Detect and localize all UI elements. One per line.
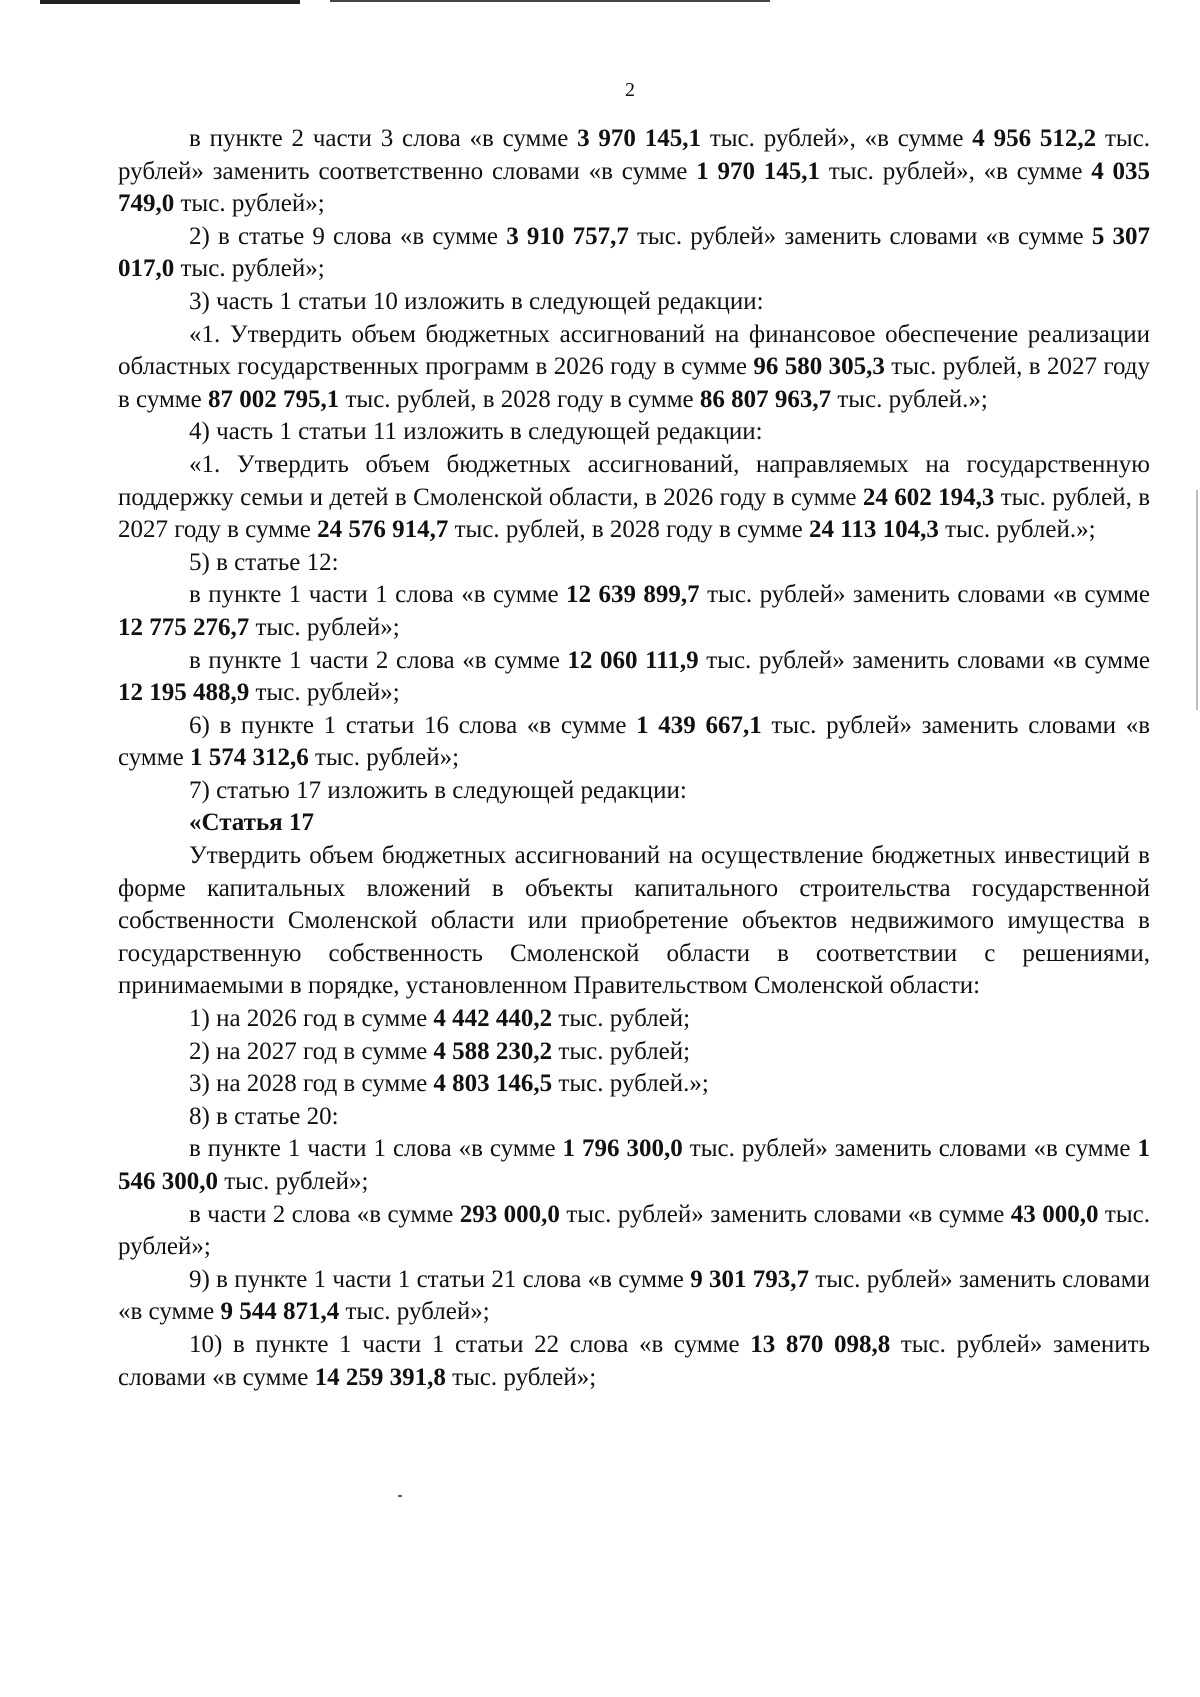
bold-amount: «Статья 17 bbox=[189, 809, 314, 837]
text-run: Утвердить объем бюджетных ассигнований на осуществление бюджетных инвестиций в форме капитальных вложений в объекты капитального строительства государственной собственности Смоленской области или приобретение объектов недвижимого имущества в государственную собственность Смоленской области в соответствии с решениями, принимаемыми в порядке, установленном Правительством Смоленской области: bbox=[118, 842, 1150, 1000]
bold-amount: 3 970 145,1 bbox=[577, 125, 701, 152]
text-run: тыс. рублей» заменить словами «в сумме bbox=[118, 711, 1151, 772]
text-run: «1. Утвердить объем бюджетных ассигнований, направляемых на государственную поддержку семьи и детей в Смоленской области, в 2026 году в сумме bbox=[118, 450, 1150, 511]
text-run: 8) в статье 20: bbox=[189, 1102, 339, 1130]
text-run: тыс. рублей» заменить словами «в сумме bbox=[118, 1330, 1151, 1391]
document-body bbox=[118, 123, 1150, 1394]
scan-edge-line bbox=[1196, 490, 1198, 710]
paragraph bbox=[118, 1003, 1150, 1036]
text-run: тыс. рублей», «в сумме bbox=[820, 157, 1092, 185]
text-run: 3) на 2028 год в сумме bbox=[189, 1070, 434, 1098]
paragraph bbox=[118, 807, 1150, 840]
paragraph bbox=[118, 579, 1150, 644]
text-run: 10) в пункте 1 части 1 статьи 22 слова «в сумме bbox=[189, 1330, 751, 1358]
text-run: тыс. рублей; bbox=[552, 1037, 691, 1065]
text-run: тыс. рублей.»; bbox=[938, 516, 1096, 544]
text-run: тыс. рублей; bbox=[552, 1005, 691, 1033]
bold-amount: 9 301 793,7 bbox=[690, 1265, 810, 1293]
text-run: 1) на 2026 год в сумме bbox=[189, 1005, 434, 1033]
text-run: тыс. рублей»; bbox=[308, 744, 460, 772]
paragraph bbox=[118, 1264, 1150, 1329]
paragraph bbox=[118, 1068, 1150, 1101]
text-run: тыс. рублей»; bbox=[174, 255, 325, 283]
bold-amount: 24 113 104,3 bbox=[808, 516, 939, 544]
bold-amount: 12 775 276,7 bbox=[118, 613, 250, 641]
bold-amount: 9 544 871,4 bbox=[220, 1298, 340, 1326]
page-number: 2 bbox=[625, 79, 635, 101]
text-run: тыс. рублей»; bbox=[249, 679, 400, 707]
bold-amount: 1 546 300,0 bbox=[118, 1135, 1151, 1195]
text-run: тыс. рублей» заменить соответственно словами «в сумме bbox=[118, 125, 1151, 185]
text-run: тыс. рублей»; bbox=[445, 1363, 597, 1391]
text-run: тыс. рублей» заменить словами «в сумме bbox=[118, 1265, 1151, 1326]
text-run: 2) в статье 9 слова «в сумме bbox=[189, 222, 507, 250]
bold-amount: 12 195 488,9 bbox=[118, 679, 250, 707]
bold-amount: 1 970 145,1 bbox=[696, 157, 821, 185]
bold-amount: 4 442 440,2 bbox=[433, 1005, 553, 1033]
paragraph bbox=[118, 645, 1150, 710]
bold-amount: 5 307 017,0 bbox=[118, 222, 1151, 283]
bold-amount: 14 259 391,8 bbox=[314, 1363, 446, 1391]
text-run: в пункте 2 части 3 слова «в сумме bbox=[189, 125, 578, 152]
bold-amount: 3 910 757,7 bbox=[506, 222, 629, 250]
text-run: в пункте 1 части 1 слова «в сумме bbox=[189, 581, 567, 609]
bold-amount: 4 035 749,0 bbox=[118, 157, 1151, 218]
paragraph bbox=[118, 1133, 1150, 1198]
text-run: тыс. рублей», «в сумме bbox=[701, 125, 973, 152]
bold-amount: 12 060 111,9 bbox=[567, 646, 699, 674]
text-run: 3) часть 1 статьи 10 изложить в следующей редакции: bbox=[189, 287, 764, 315]
bold-amount: 12 639 899,7 bbox=[566, 581, 700, 609]
bold-amount: 86 807 963,7 bbox=[699, 385, 832, 413]
bold-amount: 1 574 312,6 bbox=[189, 744, 309, 772]
scan-speck bbox=[398, 1495, 402, 1497]
bold-amount: 87 002 795,1 bbox=[207, 385, 340, 413]
text-run: 2) на 2027 год в сумме bbox=[189, 1037, 434, 1065]
paragraph bbox=[118, 1101, 1150, 1134]
paragraph bbox=[118, 1036, 1150, 1069]
text-run: тыс. рублей, в 2028 году в сумме bbox=[448, 516, 809, 544]
paragraph bbox=[118, 775, 1150, 808]
text-run: тыс. рублей»; bbox=[249, 613, 400, 641]
paragraph bbox=[118, 286, 1150, 319]
bold-amount: 4 588 230,2 bbox=[433, 1037, 553, 1065]
paragraph bbox=[118, 1199, 1150, 1264]
paragraph bbox=[118, 449, 1150, 547]
bold-amount: 96 580 305,3 bbox=[753, 353, 885, 381]
bold-amount: 1 439 667,1 bbox=[636, 711, 762, 739]
bold-amount: 43 000,0 bbox=[1010, 1200, 1099, 1228]
text-run: тыс. рублей» заменить словами «в сумме bbox=[699, 581, 1151, 609]
text-run: тыс. рублей» заменить словами «в сумме bbox=[628, 222, 1092, 250]
bold-amount: 13 870 098,8 bbox=[750, 1330, 891, 1358]
text-run: 5) в статье 12: bbox=[189, 548, 339, 576]
text-run: 4) часть 1 статьи 11 изложить в следующей редакции: bbox=[189, 418, 763, 446]
bold-amount: 4 956 512,2 bbox=[972, 125, 1097, 152]
paragraph bbox=[118, 221, 1150, 286]
text-run: тыс. рублей»; bbox=[218, 1168, 369, 1195]
paragraph bbox=[118, 1329, 1150, 1394]
text-run: тыс. рублей» заменить словами «в сумме bbox=[559, 1200, 1011, 1228]
paragraph bbox=[118, 123, 1150, 221]
text-run: тыс. рублей.»; bbox=[831, 385, 988, 413]
bold-amount: 24 576 914,7 bbox=[317, 516, 449, 544]
text-run: тыс. рублей» заменить словами «в сумме bbox=[698, 646, 1150, 674]
bold-amount: 24 602 194,3 bbox=[862, 483, 995, 511]
paragraph bbox=[118, 416, 1150, 449]
text-run: в пункте 1 части 2 слова «в сумме bbox=[189, 646, 568, 674]
text-run: в части 2 слова «в сумме bbox=[189, 1200, 460, 1228]
text-run: тыс. рублей.»; bbox=[552, 1070, 709, 1098]
text-run: 9) в пункте 1 части 1 статьи 21 слова «в сумме bbox=[189, 1265, 691, 1293]
text-run: тыс. рублей, в 2027 году в сумме bbox=[118, 353, 1150, 413]
text-run: тыс. рублей»; bbox=[339, 1298, 490, 1326]
text-run: 6) в пункте 1 статьи 16 слова «в сумме bbox=[189, 711, 637, 739]
paragraph bbox=[118, 319, 1150, 417]
paragraph bbox=[118, 710, 1150, 775]
text-run: 7) статью 17 изложить в следующей редакции: bbox=[189, 776, 687, 804]
text-run: тыс. рублей»; bbox=[174, 190, 325, 218]
text-run: тыс. рублей, в 2027 году в сумме bbox=[118, 483, 1151, 544]
text-run: тыс. рублей» заменить словами «в сумме bbox=[682, 1135, 1138, 1163]
paragraph bbox=[118, 840, 1150, 1003]
bold-amount: 1 796 300,0 bbox=[562, 1135, 683, 1163]
text-run: тыс. рублей»; bbox=[118, 1200, 1151, 1261]
bold-amount: 4 803 146,5 bbox=[433, 1070, 553, 1098]
bold-amount: 293 000,0 bbox=[459, 1200, 560, 1228]
scan-edge-mark bbox=[40, 0, 300, 4]
text-run: в пункте 1 части 1 слова «в сумме bbox=[189, 1135, 563, 1163]
text-run: «1. Утвердить объем бюджетных ассигнований на финансовое обеспечение реализации областных государственных программ в 2026 году в сумме bbox=[118, 320, 1150, 381]
scan-edge-mark bbox=[330, 0, 770, 2]
paragraph bbox=[118, 547, 1150, 580]
text-run: тыс. рублей, в 2028 году в сумме bbox=[339, 385, 700, 413]
